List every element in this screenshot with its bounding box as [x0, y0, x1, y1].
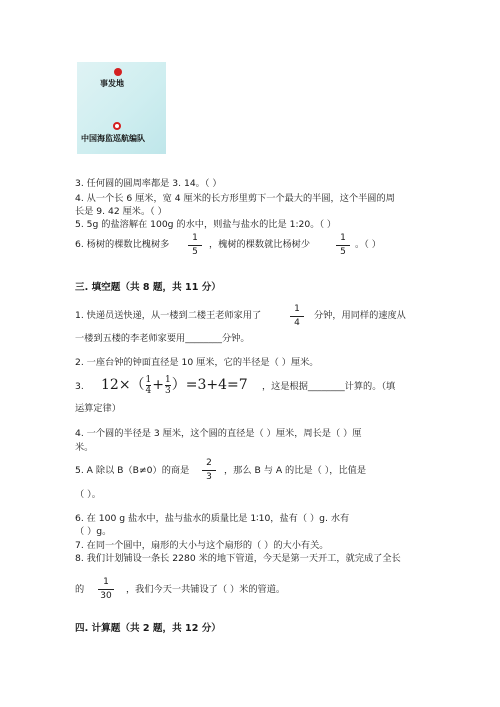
fill-q3-fraction-1: $\frac{1}{4}$	[145, 374, 152, 396]
fill-q1-line2: 一楼到五楼的李老师家要用________分钟。	[75, 333, 250, 344]
fill-q5-part1: 5. A 除以 B（B≠0）的商是	[75, 465, 190, 476]
section4-heading: 四. 计算题（共 2 题，共 12 分）	[75, 623, 221, 634]
fill-q3-text: ，这是根据________计算的。（填	[262, 381, 396, 392]
judge-q6-fraction-1: $\frac{1}{5}$	[188, 233, 202, 258]
fill-q5-fraction: $\frac{2}{3}$	[202, 458, 216, 483]
fill-q4-line2: 米。	[75, 442, 94, 453]
fill-q8-fraction: $\frac{1}{30}$	[98, 577, 114, 602]
judge-q6-fraction-2: $\frac{1}{5}$	[336, 233, 350, 258]
fill-q8-line1: 8. 我们计划铺设一条长 2280 米的地下管道，今天是第一天开工，就完成了全长	[75, 553, 401, 564]
fill-q2: 2. 一座台钟的钟面直径是 10 厘米，它的半径是（ ）厘米。	[75, 357, 319, 368]
fill-q4-line1: 4. 一个圆的半径是 3 厘米，这个圆的直径是（ ）厘米，周长是（ ）厘	[75, 428, 362, 439]
fill-q7: 7. 在同一个圆中，扇形的大小与这个扇形的（ ）的大小有关。	[75, 540, 329, 551]
judge-q6-part3: 。（ ）	[355, 239, 381, 250]
judge-q6-part1: 6. 杨树的棵数比槐树多	[75, 239, 170, 250]
fill-q3-line2: 运算定律）	[75, 403, 121, 414]
fill-q1-fraction: $\frac{1}{4}$	[290, 304, 304, 329]
incident-marker-icon	[114, 68, 122, 76]
fill-q8-part1: 的	[75, 584, 85, 595]
fill-q8-part2: ，我们今天一共铺设了（ ）米的管道。	[126, 584, 286, 595]
fill-q1-part1: 1. 快递员送快递，从一楼到二楼王老师家用了	[75, 310, 262, 321]
judge-q5: 5. 5g 的盐溶解在 100g 的水中，则盐与盐水的比是 1:20。（ ）	[75, 219, 337, 230]
fill-q3-expression: 12×（ $\frac{1}{4}$ + $\frac{1}{3}$ ）=3+4=7	[101, 374, 248, 396]
fill-q5-line2: （ ）。	[75, 489, 101, 500]
fill-q1-part2: 分钟，用同样的速度从	[314, 310, 406, 321]
judge-q4-line2: 长是 9. 42 厘米。（ ）	[75, 206, 167, 217]
fill-q6-line2: （ ）g。	[75, 526, 112, 537]
fill-q3-number: 3.	[75, 381, 84, 392]
judge-q4-line1: 4. 从一个长 6 厘米，宽 4 厘米的长方形里剪下一个最大的半圆，这个半圆的周	[75, 193, 395, 204]
map-label-incident: 事发地	[100, 79, 124, 88]
map-image	[77, 62, 166, 154]
fill-q5-part2: ，那么 B 与 A 的比是（ ），比值是	[224, 465, 367, 476]
fill-q6-line1: 6. 在 100 g 盐水中，盐与盐水的质量比是 1∶10，盐有（ ）g. 水有	[75, 513, 350, 524]
judge-q3: 3. 任何圆的圆周率都是 3. 14。（ ）	[75, 178, 222, 189]
fill-q3-fraction-2: $\frac{1}{3}$	[165, 374, 171, 396]
map-label-fleet: 中国海监巡航编队	[81, 134, 145, 143]
judge-q6-part2: ，槐树的棵数就比杨树少	[209, 239, 311, 250]
section3-heading: 三. 填空题（共 8 题，共 11 分）	[75, 282, 221, 293]
fleet-marker-icon	[113, 122, 121, 130]
